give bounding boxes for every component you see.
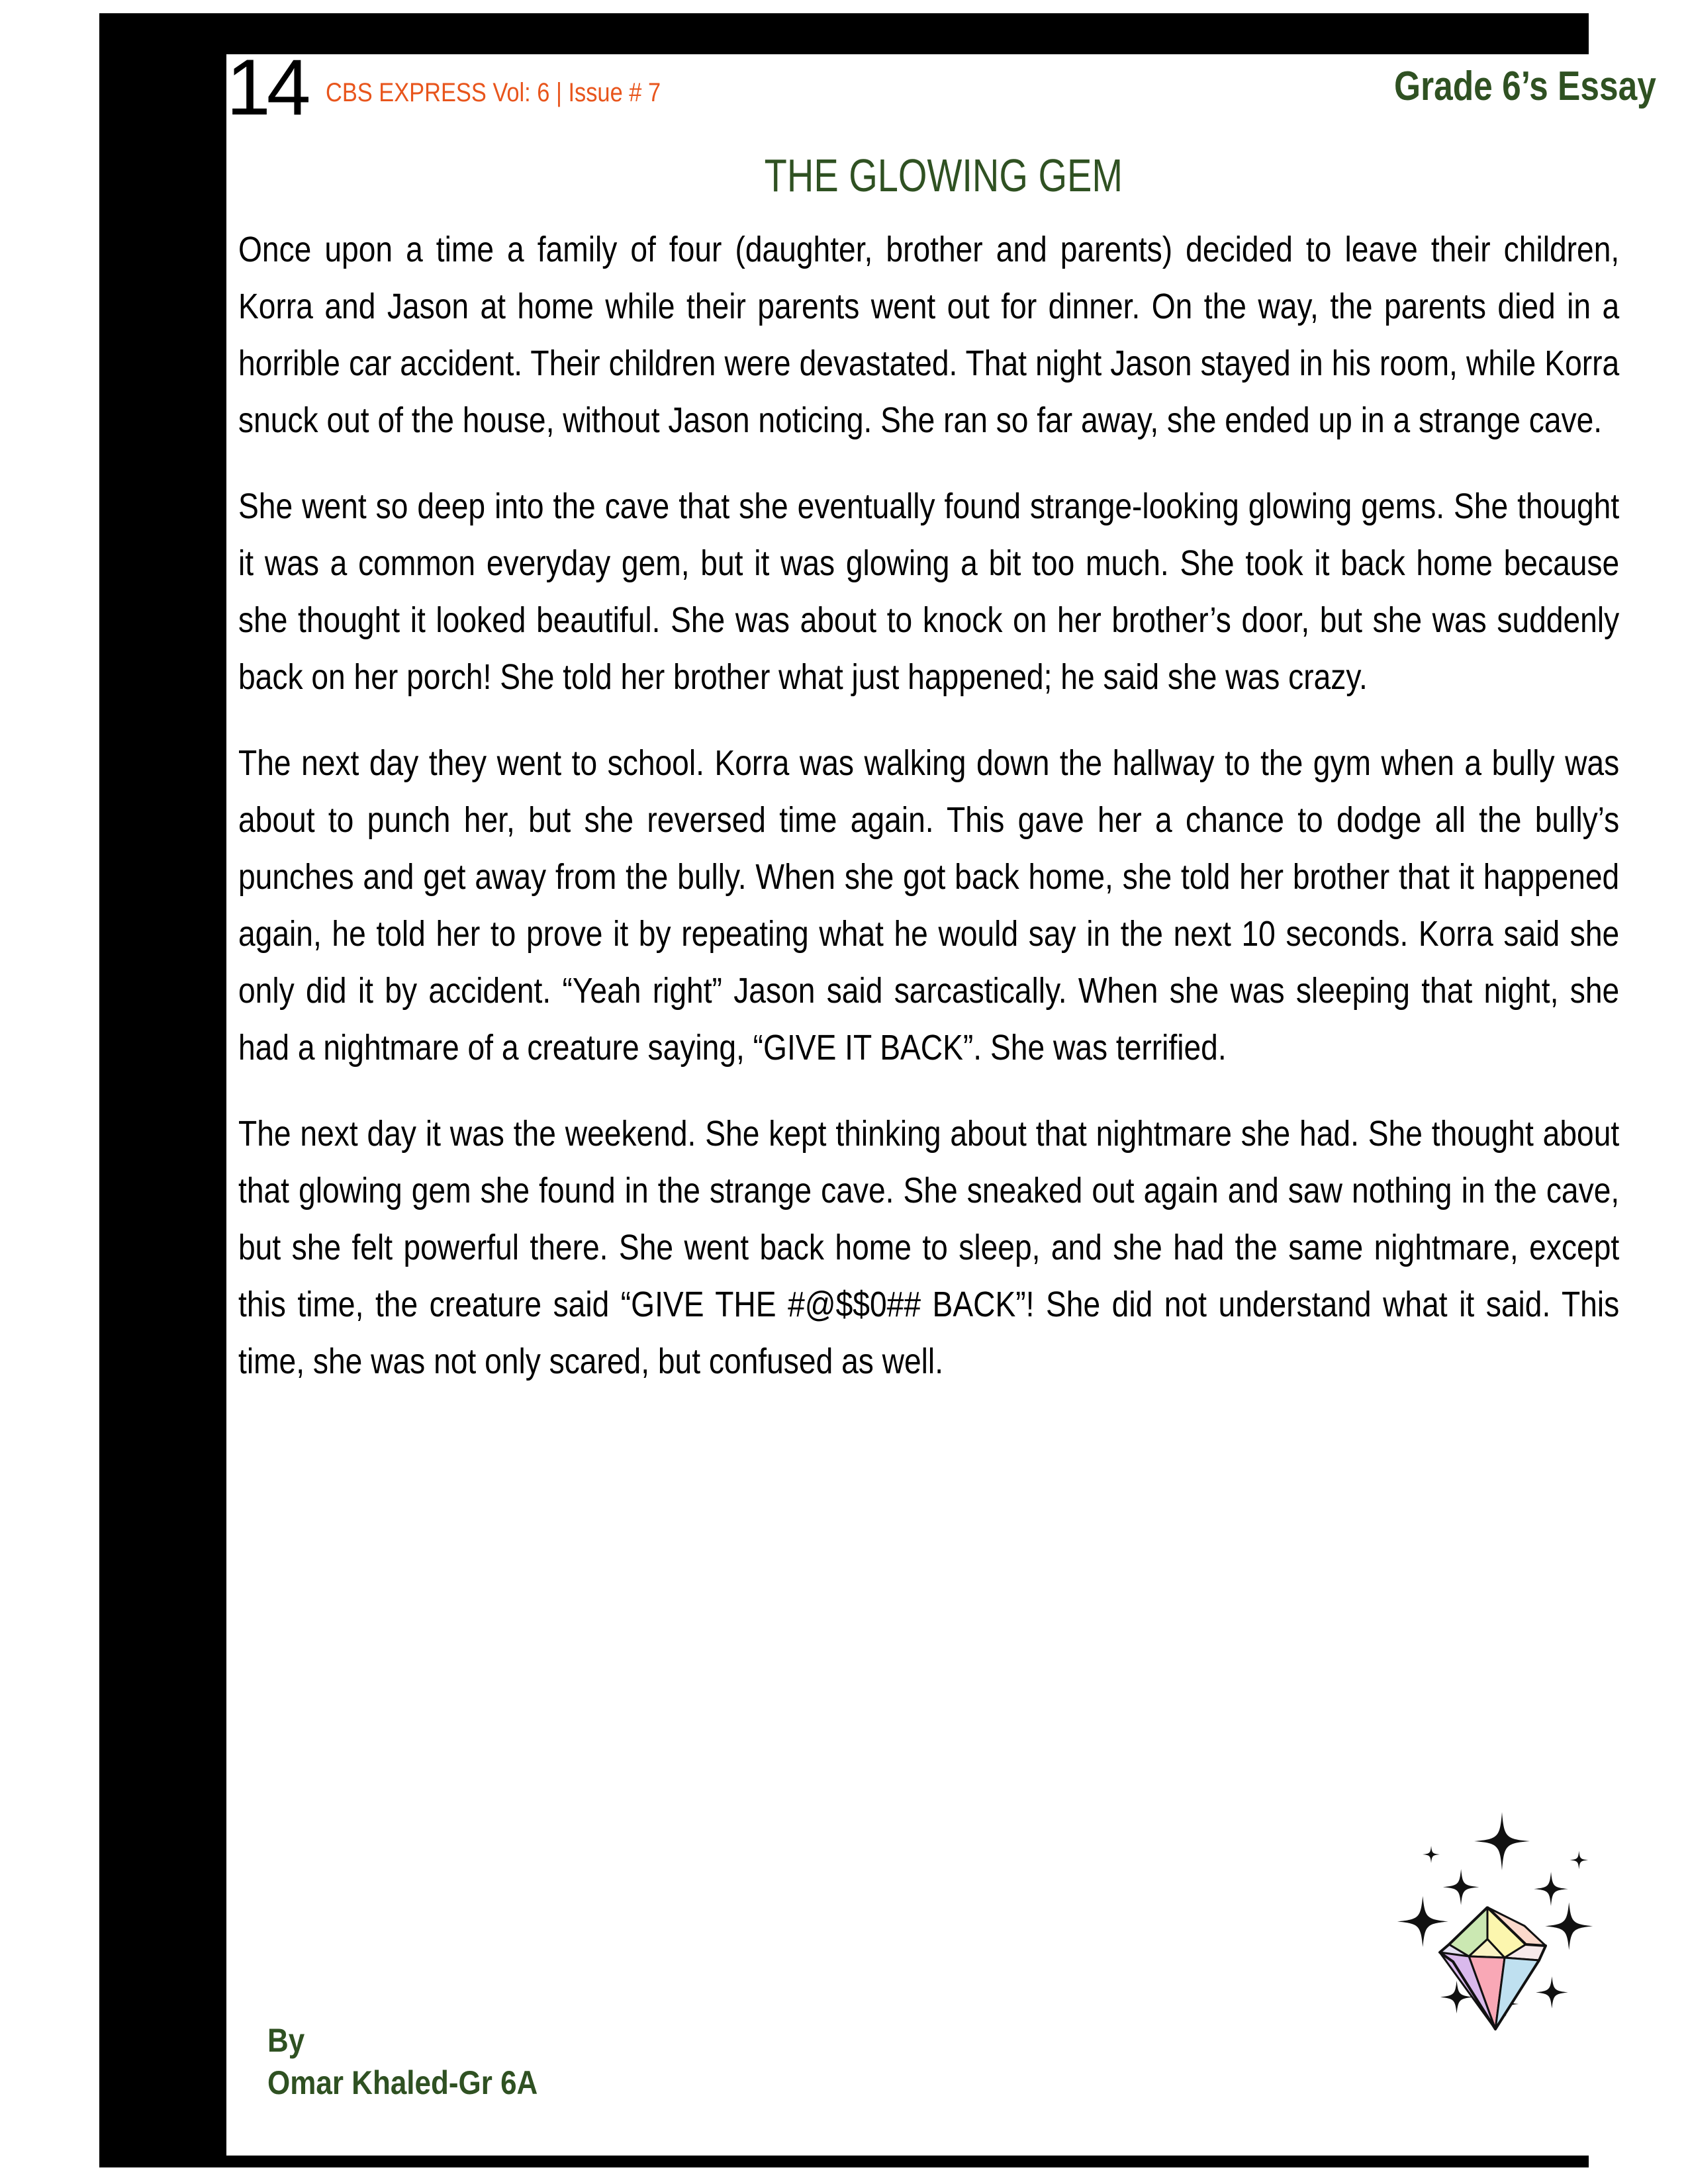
page-border-frame [99,13,1656,2167]
article-title-text: THE GLOWING GEM [764,150,1123,201]
article-title [226,152,1660,199]
paragraph: She went so deep into the cave that she eventually found strange-looking glowing gems. She thought it was a common everyday gem, but it was glowing a bit too much. She took it back home because she thought it looked beautiful. She was about to knock on her brother’s door, but she was suddenly back on her porch! She told her brother what just happened; he said she was crazy. [238,486,1620,697]
gem-shape [1440,1907,1546,2029]
page-content-sheet [226,54,1660,2156]
byline [267,2019,538,2104]
article-body [238,221,1619,1390]
paragraph: The next day it was the weekend. She kept thinking about that nightmare she had. She thought about that glowing gem she found in the strange cave. She sneaked out again and saw nothing in the cave, but she felt powerful there. She went back home to sleep, and she had the same nightmare, except this time, the creature said “GIVE THE #@$$0## BACK”! She did not understand what it said. This time, she was not only scared, but confused as well. [238,1114,1620,1381]
section-label: Grade 6’s Essay [1394,64,1656,109]
issue-line: CBS EXPRESS Vol: 6 | Issue # 7 [326,78,661,107]
paragraph: The next day they went to school. Korra was walking down the hallway to the gym when a bully was about to punch her, but she reversed time again. This gave her a chance to dodge all the bully’s punches and get away from the bully. When she got back home, she told her brother that it happened again, he told her to prove it by repeating what he would say in the next 10 seconds. Korra said she only did it by accident. “Yeah right” Jason said sarcastically. When she was sleeping that night, she had a nightmare of a creature saying, “GIVE IT BACK”. She was terrified. [238,743,1620,1068]
page-number: 14 [226,54,307,132]
byline-author: Omar Khaled-Gr 6A [267,2064,538,2101]
glowing-gem-illustration [1382,1808,1600,2073]
sparkle-group [1397,1812,1593,2017]
paragraph: Once upon a time a family of four (daughter, brother and parents) decided to leave their children, Korra and Jason at home while their parents went out for dinner. On the way, the parents died in a horrible car accident. Their children were devastated. That night Jason stayed in his room, while Korra snuck out of the house, without Jason noticing. She ran so far away, she ended up in a strange cave. [238,230,1620,440]
page-header [226,54,1660,140]
byline-prefix: By [267,2022,305,2059]
